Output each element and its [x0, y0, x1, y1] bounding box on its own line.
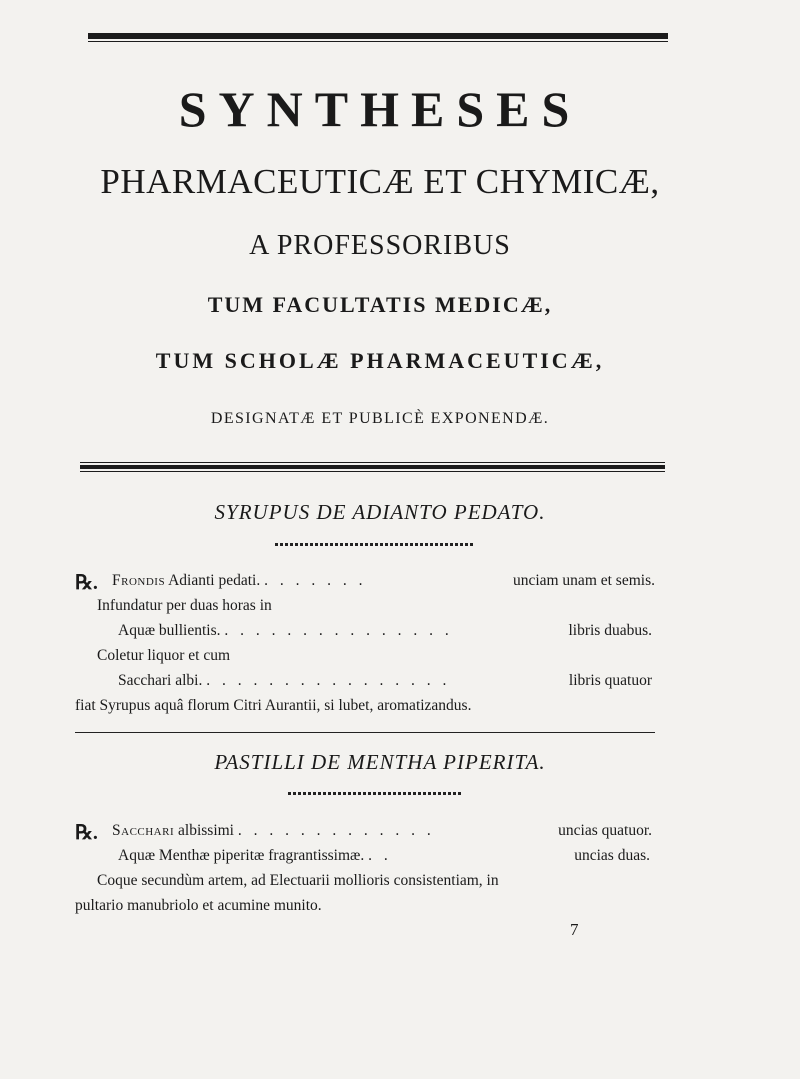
recipe-symbol-icon: ℞.	[75, 572, 98, 594]
recipe2-line1	[112, 822, 435, 840]
title-syntheses: SYNTHESES	[178, 81, 582, 137]
recipe2-ornament-rule	[288, 792, 463, 795]
recipe2-line4: pultario manubriolo et acumine munito.	[75, 897, 322, 914]
title-line-3: A PROFESSORIBUS	[249, 230, 511, 261]
recipe1-line1	[112, 572, 366, 590]
ingredient-rest: albissimi	[174, 822, 234, 839]
leader-dots: . . . . . . .	[264, 572, 367, 589]
leader-dots: . . . . . . . . . . . . . . . .	[206, 672, 451, 689]
ingredient-rest: Adianti pedati.	[165, 572, 261, 589]
ingredient-name: Sacchari	[112, 822, 175, 839]
leader-dots: . . . . . . . . . . . . . . .	[224, 622, 453, 639]
recipe2-line3: Coque secundùm artem, ad Electuarii mollioris consistentiam, in	[97, 872, 499, 889]
recipe1-qty3: libris duabus.	[568, 622, 652, 639]
recipe1-ornament-rule	[275, 543, 475, 546]
title-line-5: TUM SCHOLÆ PHARMACEUTICÆ,	[155, 348, 605, 373]
title-line-6: DESIGNATÆ ET PUBLICÈ EXPONENDÆ.	[210, 410, 550, 427]
recipe-divider	[75, 732, 655, 733]
recipe1-qty5: libris quatuor	[568, 672, 652, 689]
title-line-4: TUM FACULTATIS MEDICÆ,	[207, 292, 553, 317]
recipe1-line5	[118, 672, 450, 690]
recipe2-qty1: uncias quatuor.	[558, 822, 652, 839]
title-line-2: PHARMACEUTICÆ ET CHYMICÆ,	[100, 162, 660, 201]
recipe1-line6: fiat Syrupus aquâ florum Citri Aurantii, si lubet, aromatizandus.	[75, 697, 472, 714]
top-double-rule	[88, 33, 668, 42]
recipe2-qty2: uncias duas.	[574, 847, 650, 864]
recipe2-line2	[118, 847, 392, 865]
recipe1-line4: Coletur liquor et cum	[97, 647, 231, 664]
leader-dots: . . . . . . . . . . . . .	[237, 822, 435, 839]
ingredient-text: Aquæ bullientis.	[118, 622, 221, 639]
recipe-symbol-icon: ℞.	[75, 822, 98, 844]
page-number: 7	[570, 920, 579, 939]
leader-dots: . .	[368, 847, 392, 864]
ingredient-text: Aquæ Menthæ piperitæ fragrantissimæ.	[118, 847, 365, 864]
recipe1-title: SYRUPUS DE ADIANTO PEDATO.	[214, 500, 546, 524]
recipe1-line2: Infundatur per duas horas in	[97, 597, 272, 614]
recipe1-line3	[118, 622, 453, 640]
ingredient-text: Sacchari albi.	[118, 672, 203, 689]
section-double-rule	[80, 462, 665, 472]
recipe2-title: PASTILLI DE MENTHA PIPERITA.	[214, 750, 546, 774]
ingredient-name: Frondis	[112, 572, 166, 589]
recipe1-qty1: unciam unam et semis.	[512, 572, 655, 589]
